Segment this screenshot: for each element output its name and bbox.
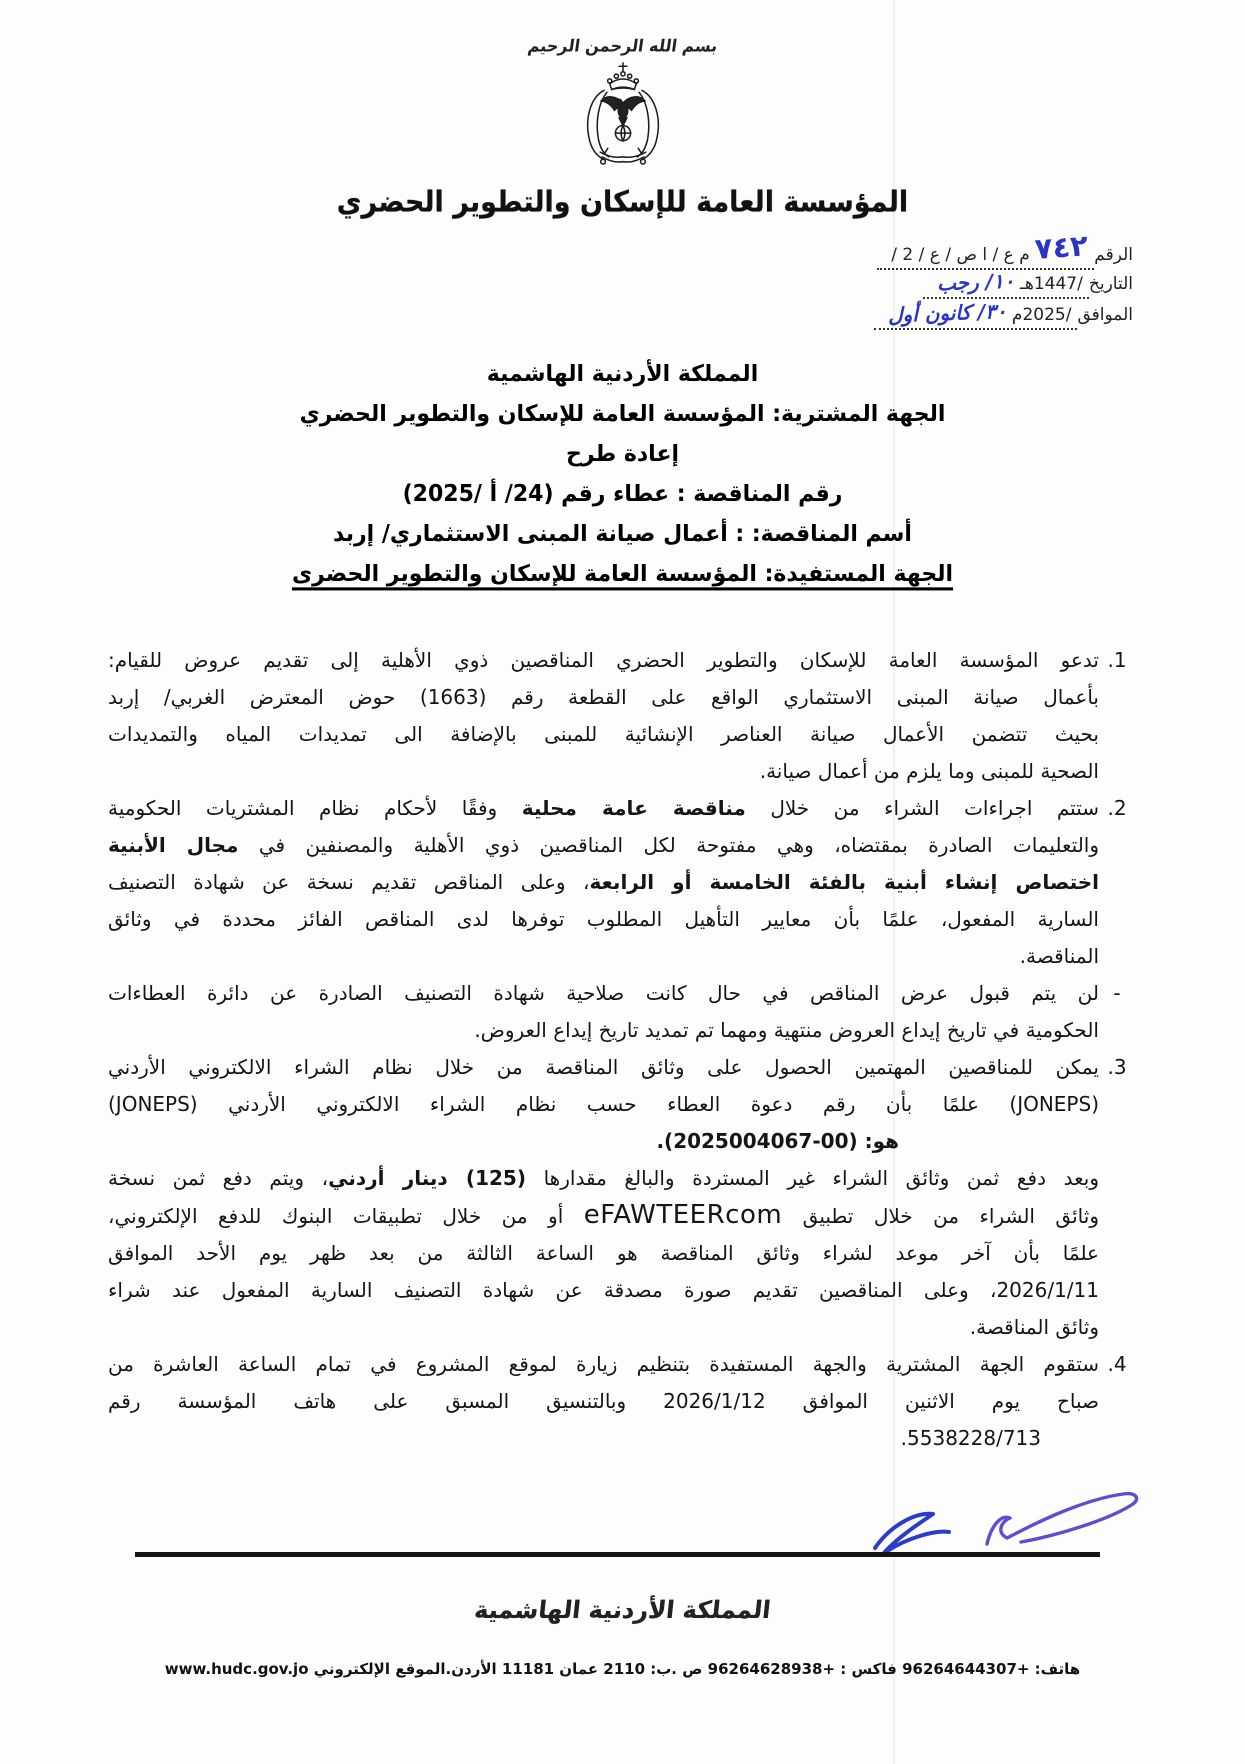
ref-gregorian-line — [874, 300, 1133, 331]
body-line: وثائق الشراء من خلال تطبيق eFAWTEERcom أو من خلال تطبيقات البنوك للدفع الإلكتروني، — [108, 1200, 1099, 1230]
item-lines — [108, 642, 1099, 790]
ref-number-label: الرقم — [1094, 245, 1133, 265]
ref-date-label: التاريخ — [1088, 274, 1133, 294]
handwritten-hijri-date: ١٠/ رجب — [936, 268, 1015, 296]
body-line: 5538228/713. — [900, 1426, 1041, 1450]
header-retender: إعادة طرح — [565, 441, 680, 468]
handwritten-gregorian-date: ٣٠/ كانون أول — [887, 298, 1007, 328]
body-line: هو: (2025004067-00). — [656, 1129, 899, 1153]
body-line: وثائق المناقصة. — [969, 1315, 1099, 1339]
body-line: بأعمال صيانة المبنى الاستثماري الواقع على القطعة رقم (1663) حوض المعترض الغربي/ إربد — [108, 685, 1099, 709]
item-marker: - — [1113, 981, 1121, 1005]
list-item — [108, 790, 1135, 975]
item-marker: 1. — [1107, 648, 1127, 672]
body-line: السارية المفعول، علمًا بأن معايير التأهيل المطلوب توفرها لدى المناقص الفائز محددة في وثائق — [108, 907, 1099, 931]
header-tender-name: أسم المناقصة: : أعمال صيانة المبنى الاستثماري/ إربد — [333, 521, 912, 548]
item-marker: 4. — [1107, 1352, 1127, 1376]
item-marker: 2. — [1107, 796, 1127, 820]
list-item — [108, 975, 1135, 1049]
list-item — [108, 1049, 1135, 1346]
list-item — [108, 642, 1135, 790]
body-line: (JONEPS) علمًا بأن رقم دعوة العطاء حسب نظام الشراء الالكتروني الأردني (JONEPS) — [108, 1092, 1099, 1116]
body-line: الصحية للمبنى وما يلزم من أعمال صيانة. — [759, 759, 1099, 783]
body-line: المناقصة. — [1019, 944, 1099, 968]
item-marker: 3. — [1107, 1055, 1127, 1079]
body-line: والتعليمات الصادرة بمقتضاه، وهي مفتوحة لكل المناقصين ذوي الأهلية والمصنفين في مجال الأبنية — [108, 833, 1099, 857]
ref-gregorian-label: الموافق — [1077, 305, 1133, 325]
item-lines — [108, 790, 1099, 975]
body-line: ستقوم الجهة المشترية والجهة المستفيدة بتنظيم زيارة لموقع المشروع في تمام الساعة العاشرة من — [108, 1352, 1099, 1376]
ref-number-line — [874, 228, 1133, 269]
jordan-coat-of-arms-icon — [575, 61, 671, 173]
list-item — [108, 1346, 1135, 1457]
body-line: تدعو المؤسسة العامة للإسكان والتطوير الحضري المناقصين ذوي الأهلية إلى تقديم عروض للقيام: — [108, 648, 1099, 672]
org-name-calligraphy: المؤسسة العامة للإسكان والتطوير الحضري — [336, 185, 909, 220]
body-line: وبعد دفع ثمن وثائق الشراء غير المستردة والبالغ مقدارها (125) دينار أردني، ويتم دفع ثمن نسخة — [108, 1166, 1099, 1190]
body-line: ستتم اجراءات الشراء من خلال مناقصة عامة محلية وفقًا لأحكام نظام المشتريات الحكومية — [108, 796, 1100, 820]
body-line: صباح يوم الاثنين الموافق 2026/1/12 وبالتنسيق المسبق على هاتف المؤسسة رقم — [108, 1389, 1100, 1413]
item-lines — [108, 1049, 1099, 1346]
body-line: 2026/1/11، وعلى المناقصين تقديم صورة مصدقة عن شهادة التصنيف السارية المفعول عند شراء — [108, 1278, 1099, 1302]
ref-date-line — [874, 269, 1133, 300]
header-tender-number: رقم المناقصة : عطاء رقم (24/ أ /2025) — [402, 481, 843, 508]
item-lines — [108, 975, 1099, 1049]
item-lines — [108, 1346, 1099, 1457]
handwritten-ref-number: ٧٤٢ — [1033, 228, 1090, 266]
footer-kingdom-calligraphy: المملكة الأردنية الهاشمية — [472, 1596, 773, 1624]
footer-contact-line: هاتف: +96264644307 فاكس : +96264628938 ص .ب: 2110 عمان 11181 الأردن.الموقع الإلكتروني www.hudc.gov.jo — [164, 1660, 1081, 1678]
body-line: يمكن للمناقصين المهتمين الحصول على وثائق المناقصة من خلال نظام الشراء الالكتروني الأردني — [108, 1055, 1099, 1079]
header-purchasing-entity: الجهة المشترية: المؤسسة العامة للإسكان والتطوير الحضري — [299, 401, 946, 428]
document-headers — [110, 355, 1135, 595]
body-list — [108, 642, 1135, 1457]
reference-block — [874, 228, 1133, 331]
body-line: بحيث تتضمن الأعمال صيانة العناصر الإنشائية للمبنى بالإضافة الى تمديدات المياه والتمديدات — [108, 722, 1099, 746]
ref-date-tail: /1447هـ — [1019, 274, 1083, 294]
header-kingdom: المملكة الأردنية الهاشمية — [486, 361, 759, 388]
footer-divider — [135, 1552, 1100, 1557]
header-beneficiary: الجهة المستفيدة: المؤسسة العامة للإسكان والتطوير الحضرى — [291, 561, 954, 588]
body-line: لن يتم قبول عرض المناقص في حال كانت صلاحية شهادة التصنيف الصادرة عن دائرة العطاءات — [108, 981, 1099, 1005]
ref-gregorian-tail: /2025م — [1011, 305, 1072, 325]
ref-number-code: م ع / ا ص / ع / 2 / — [891, 245, 1030, 265]
emblem-block — [0, 36, 1245, 218]
body-line: علمًا بأن آخر موعد لشراء وثائق المناقصة هو الساعة الثالثة من بعد ظهر يوم الأحد الموافق — [108, 1241, 1099, 1265]
body-line: اختصاص إنشاء أبنية بالفئة الخامسة أو الرابعة، وعلى المناقص تقديم نسخة عن شهادة التصنيف — [108, 870, 1100, 894]
body-line: الحكومية في تاريخ إيداع العروض منتهية ومهما تم تمديد تاريخ إيداع العروض. — [474, 1018, 1099, 1042]
bismillah-calligraphy: بسم الله الرحمن الرحيم — [526, 35, 719, 56]
